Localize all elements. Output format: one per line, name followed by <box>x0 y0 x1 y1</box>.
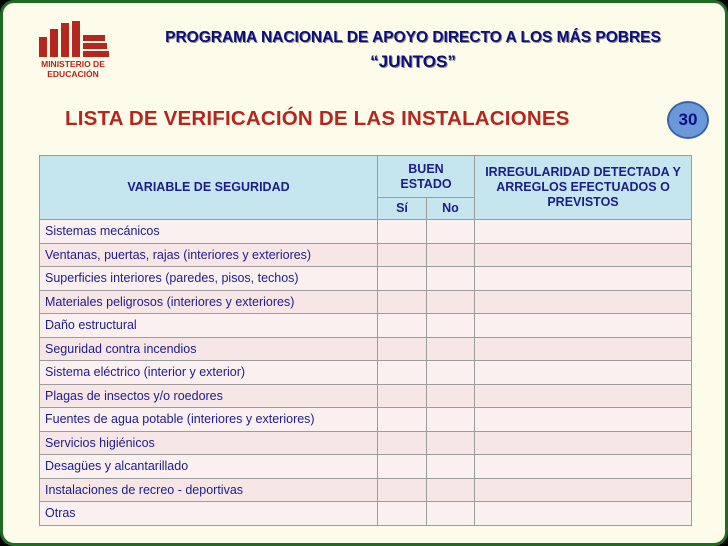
cell-irregularidad <box>475 243 692 267</box>
header-variable: VARIABLE DE SEGURIDAD <box>40 156 378 220</box>
table-row <box>40 408 692 432</box>
header-irregularidad: IRREGULARIDAD DETECTADA Y ARREGLOS EFECTUADOS O PREVISTOS <box>475 156 692 220</box>
row-label: Otras <box>40 502 378 526</box>
program-title: PROGRAMA NACIONAL DE APOYO DIRECTO A LOS MÁS POBRES <box>165 29 661 46</box>
cell-no <box>427 267 475 291</box>
cell-si <box>378 455 427 479</box>
page-title: LISTA DE VERIFICACIÓN DE LAS INSTALACIONES <box>65 107 570 130</box>
row-label: Daño estructural <box>40 314 378 338</box>
cell-irregularidad <box>475 455 692 479</box>
cell-irregularidad <box>475 431 692 455</box>
row-label: Plagas de insectos y/o roedores <box>40 384 378 408</box>
row-label: Servicios higiénicos <box>40 431 378 455</box>
cell-irregularidad <box>475 220 692 244</box>
cell-no <box>427 290 475 314</box>
cell-si <box>378 243 427 267</box>
table-row <box>40 384 692 408</box>
cell-irregularidad <box>475 314 692 338</box>
cell-no <box>427 408 475 432</box>
table-row <box>40 267 692 291</box>
cell-irregularidad <box>475 290 692 314</box>
table-row <box>40 290 692 314</box>
row-label: Materiales peligrosos (interiores y exteriores) <box>40 290 378 314</box>
table-row <box>40 455 692 479</box>
cell-irregularidad <box>475 337 692 361</box>
cell-no <box>427 384 475 408</box>
table-body <box>40 220 692 526</box>
cell-no <box>427 361 475 385</box>
table-row <box>40 243 692 267</box>
row-label: Sistema eléctrico (interior y exterior) <box>40 361 378 385</box>
table-row <box>40 314 692 338</box>
table-row <box>40 337 692 361</box>
cell-si <box>378 431 427 455</box>
cell-no <box>427 337 475 361</box>
cell-si <box>378 314 427 338</box>
cell-irregularidad <box>475 361 692 385</box>
cell-no <box>427 220 475 244</box>
ministry-logo <box>33 21 113 81</box>
cell-si <box>378 384 427 408</box>
cell-si <box>378 267 427 291</box>
cell-si <box>378 337 427 361</box>
row-label: Desagües y alcantarillado <box>40 455 378 479</box>
cell-si <box>378 502 427 526</box>
row-label: Superficies interiores (paredes, pisos, techos) <box>40 267 378 291</box>
cell-irregularidad <box>475 267 692 291</box>
cell-irregularidad <box>475 384 692 408</box>
cell-si <box>378 408 427 432</box>
row-label: Ventanas, puertas, rajas (interiores y exteriores) <box>40 243 378 267</box>
program-subtitle: “JUNTOS” <box>370 52 456 71</box>
row-label: Seguridad contra incendios <box>40 337 378 361</box>
cell-no <box>427 431 475 455</box>
page-number-badge: 30 <box>667 101 709 139</box>
cell-no <box>427 455 475 479</box>
verification-table <box>39 155 692 526</box>
table-row <box>40 431 692 455</box>
table-row <box>40 361 692 385</box>
cell-irregularidad <box>475 502 692 526</box>
header-no: No <box>427 198 475 220</box>
cell-no <box>427 502 475 526</box>
table-row <box>40 502 692 526</box>
cell-si <box>378 220 427 244</box>
table-row <box>40 220 692 244</box>
cell-irregularidad <box>475 408 692 432</box>
header <box>3 3 725 93</box>
row-label: Instalaciones de recreo - deportivas <box>40 478 378 502</box>
cell-si <box>378 361 427 385</box>
header-si: Sí <box>378 198 427 220</box>
row-label: Sistemas mecánicos <box>40 220 378 244</box>
ministry-name <box>33 59 113 79</box>
table-row <box>40 478 692 502</box>
cell-si <box>378 478 427 502</box>
ministry-line-1: MINISTERIO DE <box>41 59 105 69</box>
cell-no <box>427 314 475 338</box>
row-label: Fuentes de agua potable (interiores y exteriores) <box>40 408 378 432</box>
ministry-line-2: EDUCACIÓN <box>47 69 99 79</box>
ministry-logo-icon <box>39 21 109 57</box>
cell-no <box>427 478 475 502</box>
header-buen-estado: BUEN ESTADO <box>378 156 475 198</box>
cell-irregularidad <box>475 478 692 502</box>
cell-si <box>378 290 427 314</box>
cell-no <box>427 243 475 267</box>
